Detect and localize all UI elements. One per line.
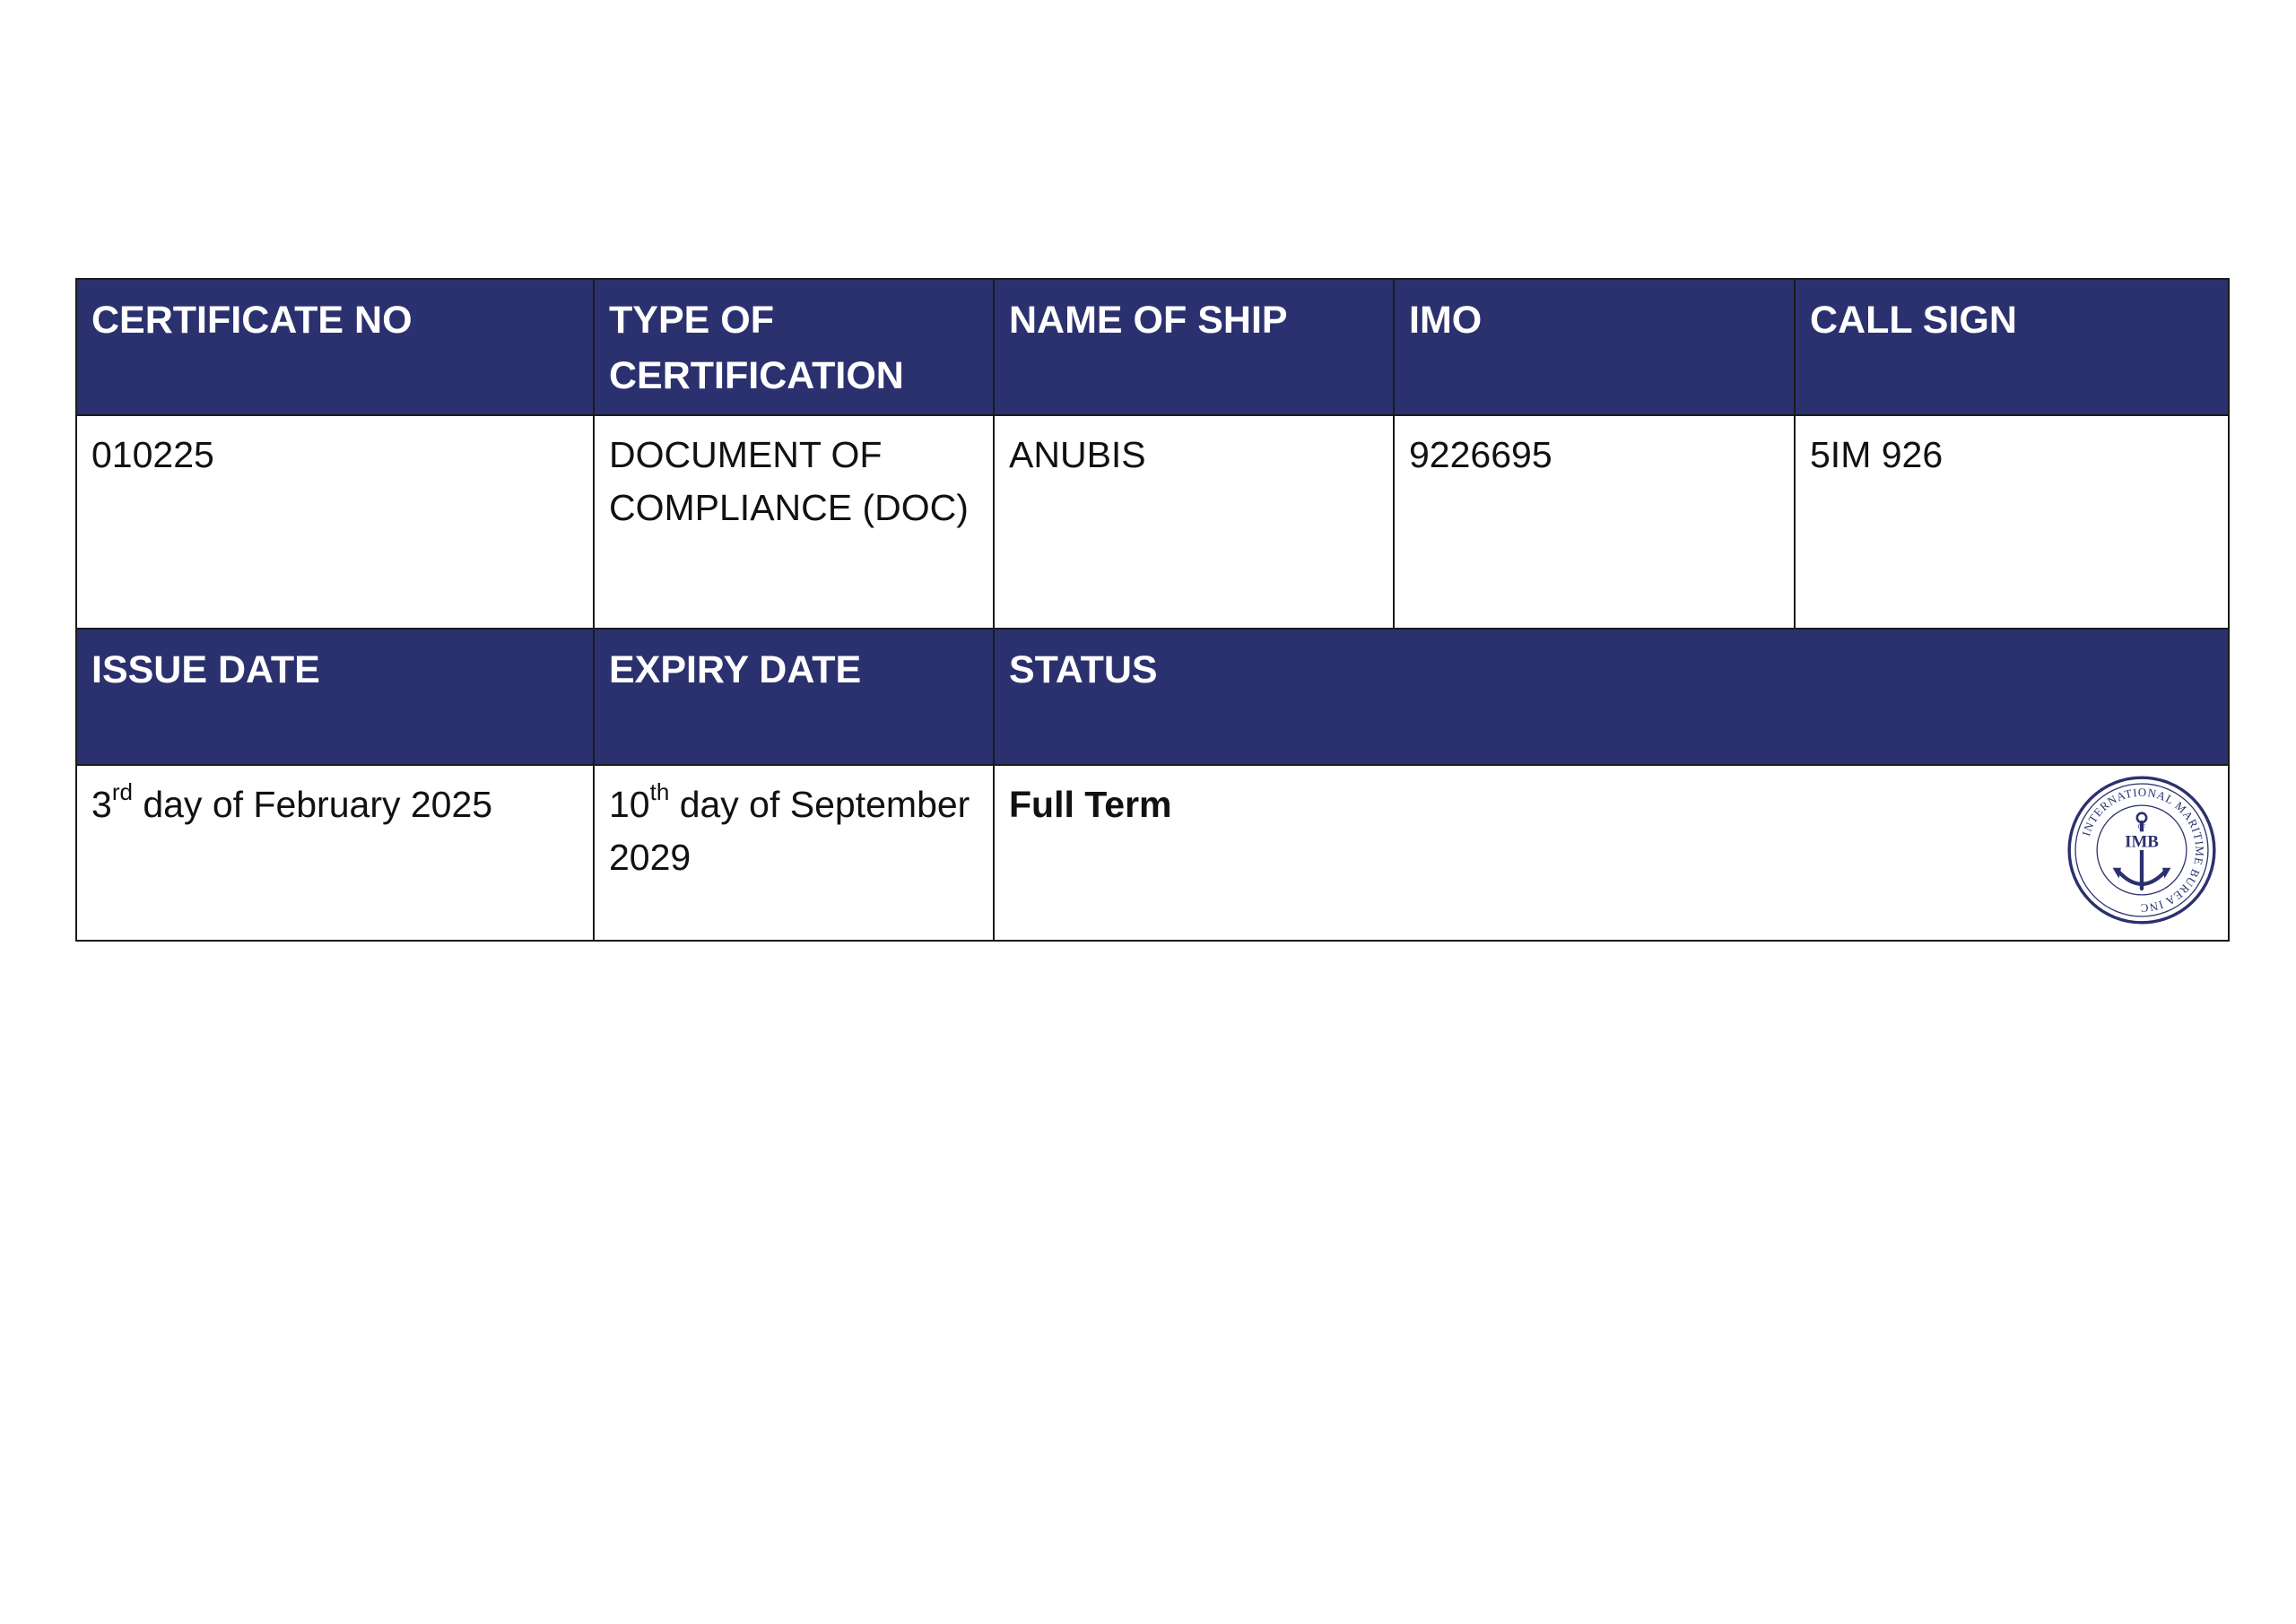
- header-certificate-no: CERTIFICATE NO: [76, 279, 594, 415]
- expiry-date-day: 10: [609, 784, 650, 825]
- imb-seal-icon: [2065, 773, 2219, 927]
- status-value-cell: [994, 765, 2229, 941]
- issue-date-value: [76, 765, 594, 941]
- issue-date-rest: day of February 2025: [132, 784, 493, 825]
- expiry-date-rest: day of September 2029: [609, 784, 970, 878]
- header-row-1: [76, 279, 2229, 415]
- call-sign-value: 5IM 926: [1795, 415, 2229, 629]
- expiry-date-value: [594, 765, 994, 941]
- issue-date-suffix: rd: [111, 778, 133, 806]
- seal-ring-text: INTERNATIONAL MARITIME BUREA INC: [2080, 786, 2206, 915]
- header-row-2: [76, 629, 2229, 765]
- header-expiry-date: EXPIRY DATE: [594, 629, 994, 765]
- header-name-of-ship: NAME OF SHIP: [994, 279, 1394, 415]
- imo-value: 9226695: [1394, 415, 1795, 629]
- issue-date-day: 3: [91, 784, 112, 825]
- values-row-1: [76, 415, 2229, 629]
- seal-center-text: IMB: [2125, 832, 2159, 852]
- ship-name-value: ANUBIS: [994, 415, 1394, 629]
- values-row-2: [76, 765, 2229, 941]
- header-imo: IMO: [1394, 279, 1795, 415]
- expiry-date-suffix: th: [649, 778, 670, 806]
- header-issue-date: ISSUE DATE: [76, 629, 594, 765]
- seal-small-text: OF: [2137, 823, 2146, 830]
- type-of-certification-value: DOCUMENT OF COMPLIANCE (DOC): [594, 415, 994, 629]
- header-call-sign: CALL SIGN: [1795, 279, 2229, 415]
- header-status: STATUS: [994, 629, 2229, 765]
- certificate-table: [75, 278, 2230, 942]
- header-type-of-certification: TYPE OF CERTIFICATION: [594, 279, 994, 415]
- status-value: Full Term: [1009, 784, 1172, 825]
- certificate-no-value: 010225: [76, 415, 594, 629]
